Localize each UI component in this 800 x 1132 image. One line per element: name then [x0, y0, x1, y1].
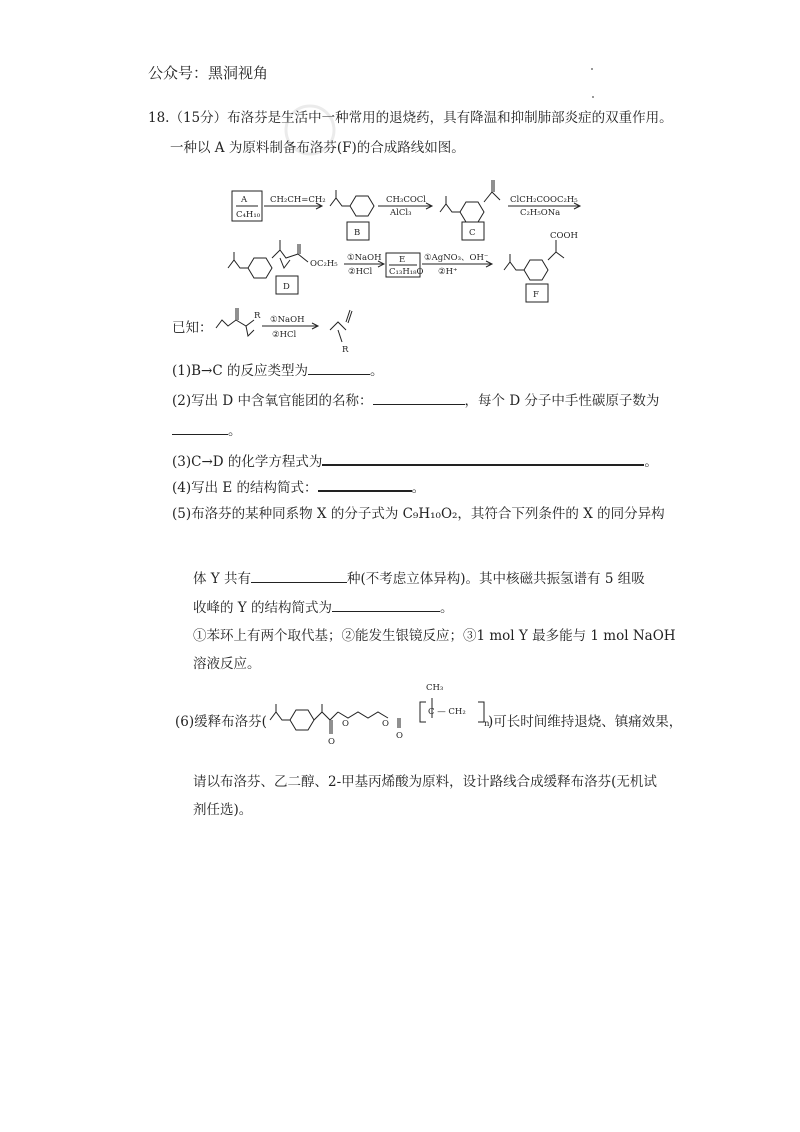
answer-blank-5a[interactable] — [251, 568, 347, 583]
q6-n: n — [484, 719, 490, 729]
question-intro-line2: 一种以 A 为原料制备布洛芬(F)的合成路线如图。 — [170, 140, 465, 156]
account-label: 公众号：黑洞视角 — [148, 64, 269, 82]
label-d: D — [283, 282, 290, 292]
box-a-bottom: C₄H₁₀ — [236, 210, 261, 220]
q6-chain: C — CH₂ — [428, 707, 466, 717]
question-1: (1)B→C 的反应类型为 。 — [172, 360, 383, 381]
reagent-5-bottom: ②H⁺ — [438, 267, 458, 277]
synthesis-scheme — [0, 0, 800, 310]
reagent-4-bottom: ②HCl — [348, 267, 373, 277]
answer-blank-2a[interactable] — [373, 390, 465, 405]
known-reaction — [200, 300, 380, 360]
question-6-line2: 请以布洛芬、乙二醇、2-甲基丙烯酸为原料，设计路线合成缓释布洛芬(无机试 — [193, 774, 657, 790]
q6-o2: O — [342, 719, 349, 729]
box-e-top: E — [399, 255, 406, 265]
question-intro-line1: 18.（15分）布洛芬是生活中一种常用的退烧药，具有降温和抑制肺部炎症的双重作用。 — [148, 110, 673, 126]
reagent-2-bottom: AlCl₃ — [390, 208, 412, 218]
answer-blank-5b[interactable] — [332, 597, 440, 612]
benzene-c — [460, 202, 484, 222]
question-6-line3: 剂任选)。 — [193, 802, 253, 818]
question-4: (4)写出 E 的结构简式： 。 — [172, 476, 425, 498]
label-c: C — [469, 228, 476, 238]
benzene-f — [524, 260, 548, 280]
known-label: 已知： — [172, 320, 213, 336]
question-2: (2)写出 D 中含氧官能团的名称： ，每个 D 分子中手性碳原子数为 — [172, 390, 659, 411]
answer-blank-1[interactable] — [308, 360, 370, 375]
question-5-line2: 体 Y 共有 种(不考虑立体异构)。其中核磁共振氢谱有 5 组吸 — [193, 568, 645, 589]
answer-blank-2b[interactable] — [172, 420, 228, 435]
question-6-pre: (6)缓释布洛芬( — [175, 714, 267, 730]
q6-o4: O — [396, 731, 403, 741]
answer-blank-4[interactable] — [318, 476, 412, 492]
question-5-line3: 收峰的 Y 的结构简式为 。 — [193, 597, 454, 618]
label-b: B — [354, 228, 361, 238]
question-5-condition2: 溶液反应。 — [193, 656, 261, 672]
question-3: (3)C→D 的化学方程式为 。 — [172, 450, 658, 472]
benzene-b — [350, 196, 374, 216]
cooh-label: COOH — [550, 231, 578, 241]
label-f: F — [533, 290, 539, 300]
box-e-bottom: C₁₃H₁₈O — [389, 267, 424, 277]
question-2-cont: 。 — [172, 420, 242, 441]
answer-blank-3[interactable] — [322, 450, 644, 466]
reagent-3-top: ClCH₂COOC₂H₅ — [510, 195, 578, 205]
known-r-group: R — [254, 311, 261, 321]
q6-o1: O — [328, 737, 335, 747]
known-reagent-top: ①NaOH — [270, 315, 305, 325]
question-5-condition1: ①苯环上有两个取代基；②能发生银镜反应；③1 mol Y 最多能与 1 mol NaOH — [193, 628, 676, 644]
reagent-2-top: CH₃COCl — [386, 195, 427, 205]
q6-structure — [268, 674, 488, 754]
reagent-1: CH₂CH=CH₂ — [270, 195, 326, 205]
q6-o3: O — [382, 719, 389, 729]
question-6-post: )可长时间维持退烧、镇痛效果， — [488, 714, 683, 730]
reagent-5-top: ①AgNO₃、OH⁻ — [424, 253, 489, 263]
benzene-d — [248, 258, 272, 278]
reagent-3-bottom: C₂H₅ONa — [520, 208, 561, 218]
question-5-line1: (5)布洛芬的某种同系物 X 的分子式为 C₉H₁₀O₂，其符合下列条件的 X 的同分异构 — [172, 506, 665, 522]
known-r-group-product: R — [342, 345, 349, 355]
box-a-top: A — [241, 195, 248, 205]
known-reagent-bottom: ②HCl — [272, 330, 297, 340]
ester-group: OC₂H₅ — [310, 259, 338, 269]
q6-ch3: CH₃ — [426, 683, 444, 693]
reagent-4-top: ①NaOH — [347, 253, 382, 263]
